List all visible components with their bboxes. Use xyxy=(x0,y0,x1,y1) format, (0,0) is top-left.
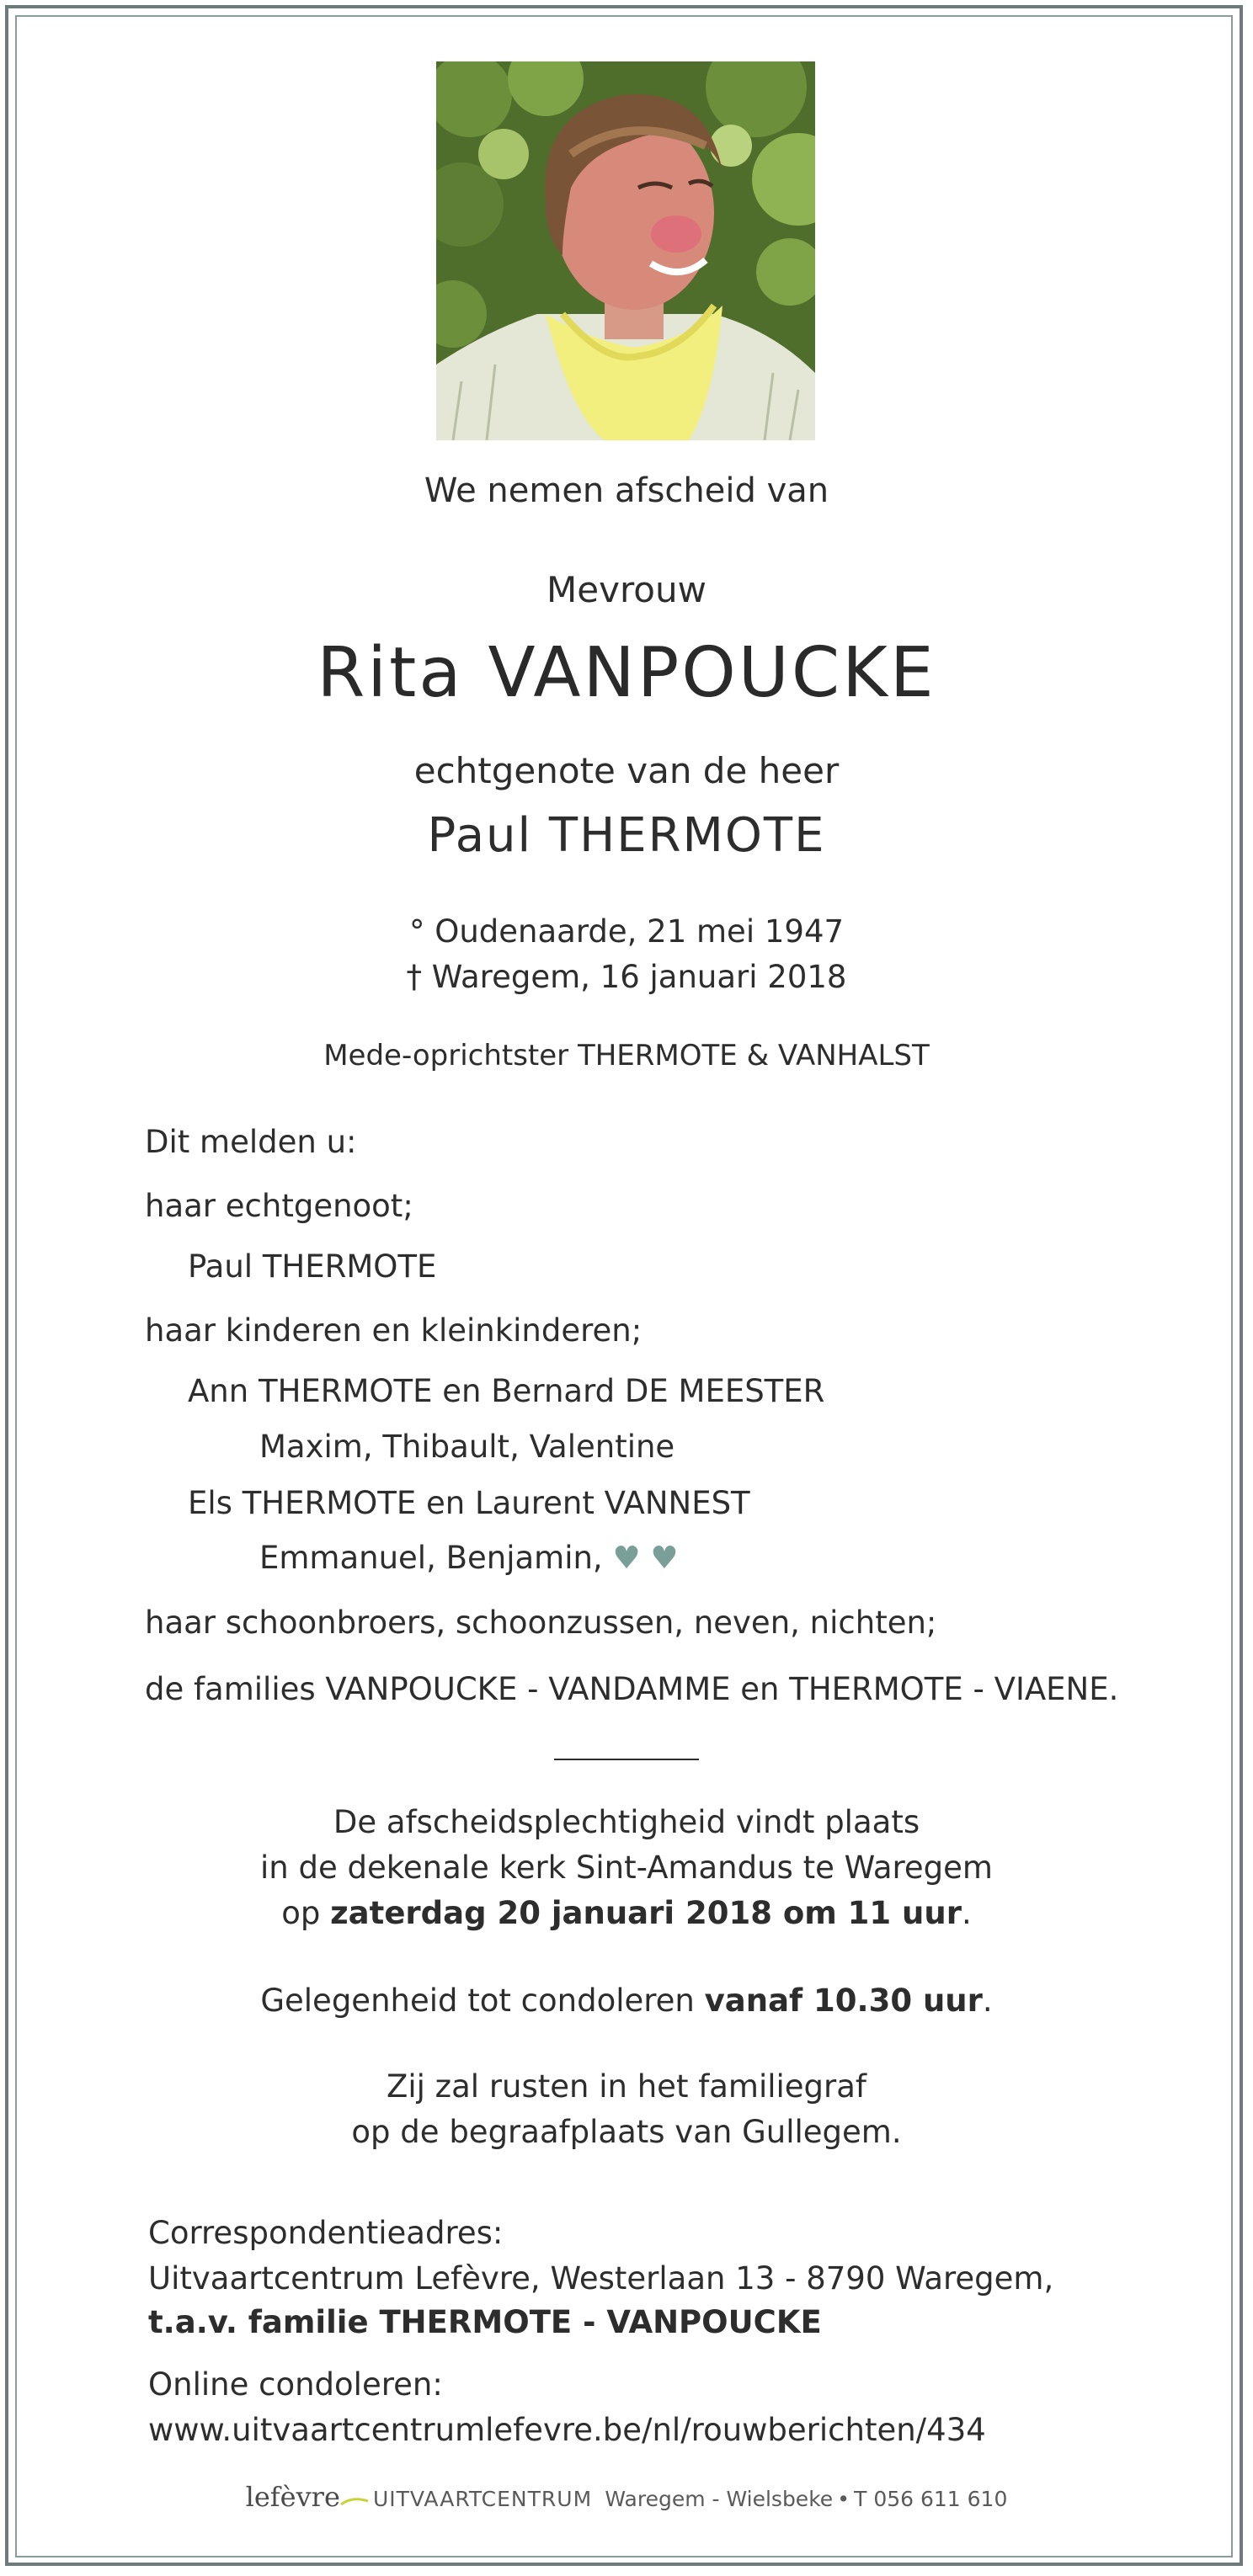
correspondence-attention: t.a.v. familie THERMOTE - VANPOUCKE xyxy=(148,2304,822,2340)
lefevre-logo: lefèvre xyxy=(245,2481,340,2513)
inlaws-text: haar schoonbroers, schoonzussen, neven, nichten; xyxy=(145,1605,937,1641)
condolence-pre: Gelegenheid tot condoleren xyxy=(260,1983,695,2019)
role-text: Mede-oprichtster THERMOTE & VANHALST xyxy=(323,1039,930,1072)
child-1: Ann THERMOTE en Bernard DE MEESTER xyxy=(188,1373,825,1409)
ceremony-line-1: De afscheidsplechtigheid vindt plaats xyxy=(333,1804,920,1840)
child-2: Els THERMOTE en Laurent VANNEST xyxy=(188,1485,750,1521)
brand-text: UITVAARTCENTRUM xyxy=(372,2487,593,2511)
bullet-separator: • xyxy=(837,2487,850,2511)
locations-text: Waregem - Wielsbeke xyxy=(605,2487,834,2511)
condolence-post: . xyxy=(982,1983,993,2019)
death-info: † Waregem, 16 januari 2018 xyxy=(406,959,847,995)
ceremony-line-2: in de dekenale kerk Sint-Amandus te Waregem xyxy=(260,1850,993,1886)
ceremony-line-3-pre: op xyxy=(281,1895,321,1931)
portrait-photo xyxy=(436,61,815,440)
correspondence-address: Uitvaartcentrum Lefèvre, Westerlaan 13 - 8790 Waregem, xyxy=(148,2260,1054,2297)
birth-info: ° Oudenaarde, 21 mei 1947 xyxy=(408,913,845,950)
grandchildren-2-names: Emmanuel, Benjamin, xyxy=(259,1540,603,1576)
spouse-intro: echtgenote van de heer xyxy=(413,750,840,791)
ceremony-line-3 xyxy=(0,1895,1253,1931)
online-label: Online condoleren: xyxy=(148,2366,443,2403)
spouse-name: Paul THERMOTE xyxy=(427,808,826,863)
intro-text: We nemen afscheid van xyxy=(424,471,829,510)
spouse-label: haar echtgenoot; xyxy=(145,1188,413,1224)
heart-icon: ♥ ♥ xyxy=(612,1540,679,1576)
ceremony-line-3-post: . xyxy=(961,1895,972,1931)
correspondence-label: Correspondentieadres: xyxy=(148,2215,504,2251)
ceremony-date: zaterdag 20 januari 2018 om 11 uur xyxy=(330,1895,962,1931)
online-url[interactable]: www.uitvaartcentrumlefevre.be/nl/rouwberichten/434 xyxy=(148,2412,986,2448)
burial-line-2: op de begraafplaats van Gullegem. xyxy=(351,2114,902,2150)
grandchildren-1: Maxim, Thibault, Valentine xyxy=(259,1429,675,1465)
footer-bar xyxy=(0,2481,1253,2513)
burial-line-1: Zij zal rusten in het familiegraf xyxy=(387,2068,866,2105)
grandchildren-2 xyxy=(259,1540,679,1576)
divider-line xyxy=(554,1759,699,1760)
title-prefix: Mevrouw xyxy=(547,569,706,610)
condolence-text xyxy=(0,1983,1253,2019)
children-label: haar kinderen en kleinkinderen; xyxy=(145,1312,642,1349)
deceased-name: Rita VANPOUCKE xyxy=(317,633,936,713)
family-spouse: Paul THERMOTE xyxy=(188,1248,437,1285)
announce-text: Dit melden u: xyxy=(145,1124,357,1160)
families-text: de families VANPOUCKE - VANDAMME en THERMOTE - VIAENE. xyxy=(145,1671,1119,1707)
condolence-time: vanaf 10.30 uur xyxy=(704,1983,983,2019)
phone-text: T 056 611 610 xyxy=(854,2487,1008,2511)
swoosh-icon xyxy=(340,2494,369,2511)
